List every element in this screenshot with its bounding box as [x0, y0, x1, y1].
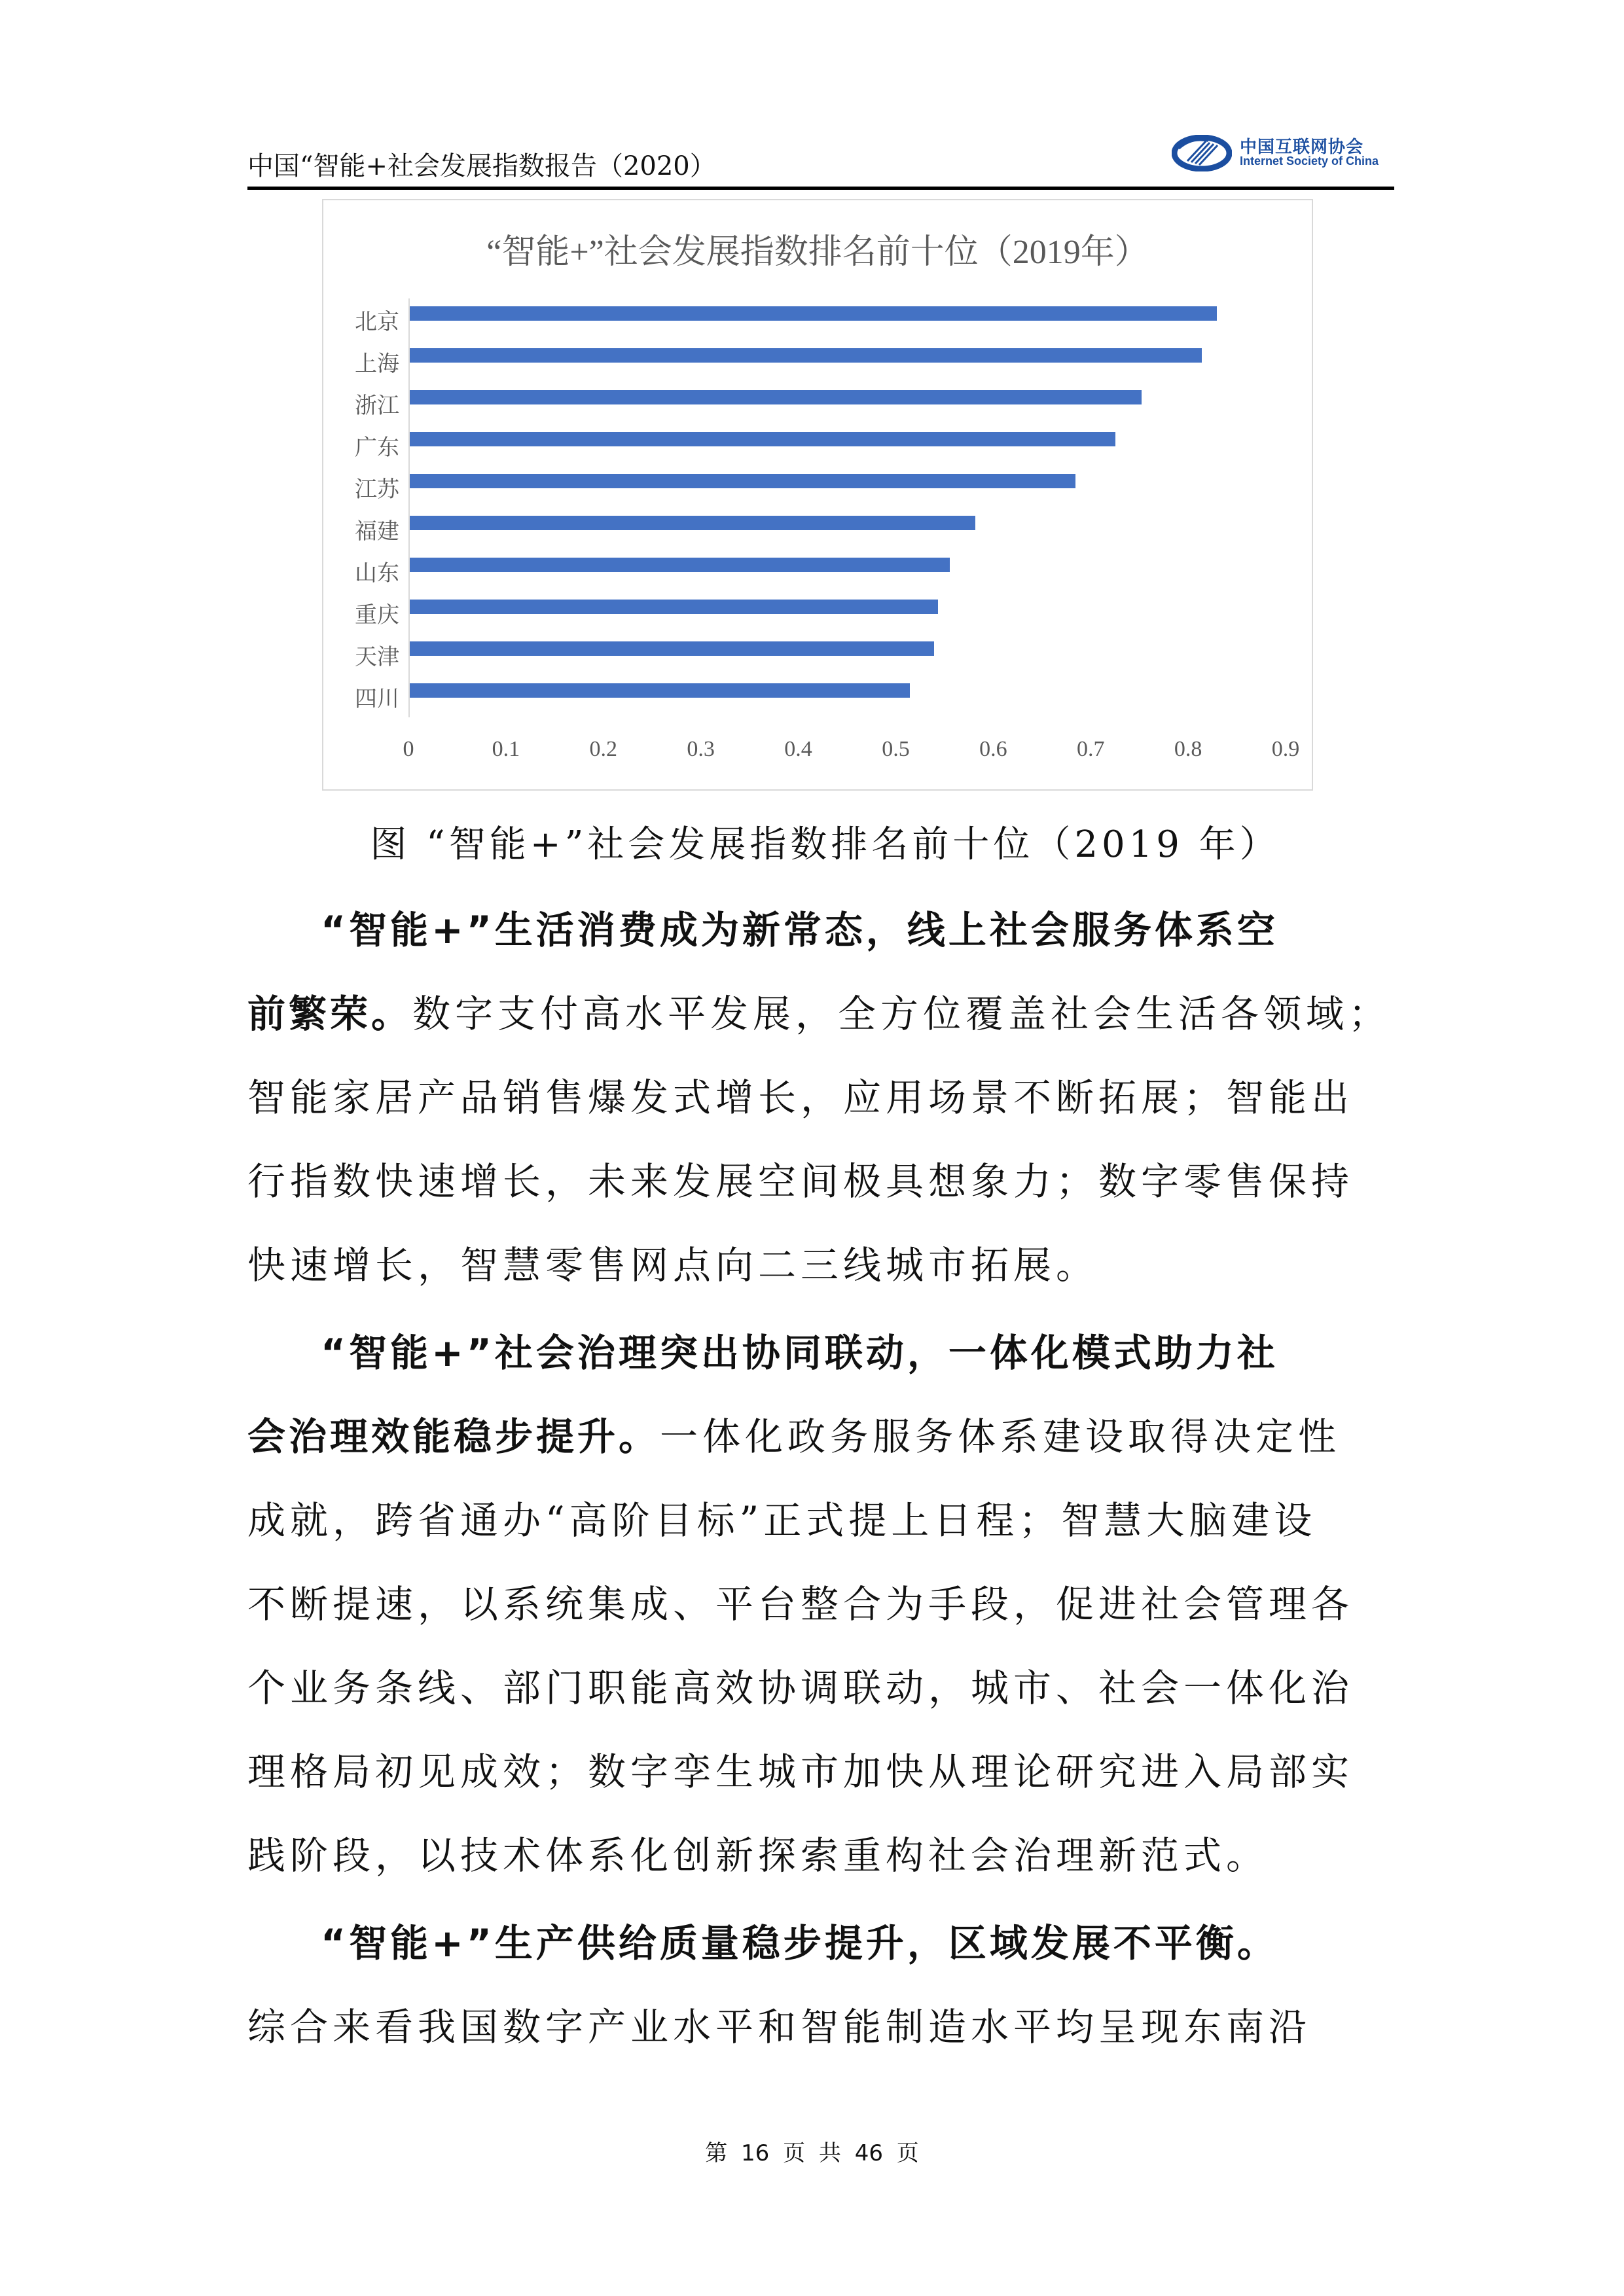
paragraph-line	[247, 1158, 1394, 1204]
bar-row	[355, 467, 1286, 509]
paragraph-line	[247, 1414, 1394, 1460]
organization-logo	[1172, 131, 1388, 177]
paragraph-line	[247, 1242, 1394, 1288]
bar-chart	[322, 199, 1313, 791]
bar	[410, 306, 1217, 321]
bold-lead-text: 会治理效能稳步提升。	[247, 1414, 660, 1459]
bar-row	[355, 677, 1286, 719]
body-text-span: 快速增长，智慧零售网点向二三线城市拓展。	[247, 1243, 1099, 1287]
isc-logo-icon	[1172, 135, 1232, 171]
bar-row	[355, 593, 1286, 635]
bar	[410, 683, 910, 698]
body-text-span: 个业务条线、部门职能高效协调联动，城市、社会一体化治	[247, 1666, 1354, 1710]
bar	[410, 516, 975, 530]
x-tick-label: 0.6	[979, 737, 1007, 761]
bar-row	[355, 635, 1286, 677]
chart-title: “智能+”社会发展指数排名前十位（2019年）	[486, 234, 1149, 271]
paragraph-line	[247, 1581, 1394, 1627]
category-label: 四川	[355, 686, 399, 712]
x-tick-label: 0.9	[1271, 737, 1300, 761]
body-text-span: 成就，跨省通办“高阶目标”正式提上日程；智慧大脑建设	[247, 1498, 1317, 1543]
body-text-span: 不断提速，以系统集成、平台整合为手段，促进社会管理各	[247, 1582, 1354, 1626]
bar-row	[355, 425, 1286, 467]
x-tick-label: 0.7	[1076, 737, 1105, 761]
bar	[410, 641, 934, 656]
x-axis-ticks	[403, 737, 1300, 763]
bar-row	[355, 342, 1286, 384]
category-label: 广东	[355, 435, 399, 461]
paragraph-line	[247, 1075, 1394, 1121]
bold-lead-text: 前繁荣。	[247, 992, 413, 1036]
category-label: 重庆	[355, 602, 399, 628]
category-label: 江苏	[355, 476, 399, 503]
page-number: 第 16 页 共 46 页	[705, 2140, 919, 2166]
x-tick-label: 0.1	[492, 737, 520, 761]
bar	[410, 558, 950, 572]
logo-english-name: Internet Society of China	[1240, 154, 1379, 168]
bar	[410, 600, 938, 614]
category-label: 福建	[355, 518, 399, 545]
report-title: 中国“智能+社会发展指数报告（2020）	[247, 151, 716, 181]
plot-area	[355, 298, 1286, 717]
bar-row	[355, 551, 1286, 593]
body-text-span: 践阶段，以技术体系化创新探索重构社会治理新范式。	[247, 1833, 1269, 1878]
body-text-span: 数字支付高水平发展，全方位覆盖社会生活各领域；	[412, 992, 1392, 1036]
paragraph-line	[247, 1498, 1394, 1543]
body-text-span: 一体化政务服务体系建设取得决定性	[660, 1414, 1341, 1459]
category-label: 上海	[355, 351, 399, 377]
paragraph-line	[321, 907, 1468, 953]
body-text-span: 行指数快速增长，未来发展空间极具想象力；数字零售保持	[247, 1159, 1354, 1204]
bar	[410, 348, 1202, 363]
category-label: 浙江	[355, 393, 399, 419]
x-tick-label: 0.4	[784, 737, 812, 761]
body-text-span: 智能家居产品销售爆发式增长，应用场景不断拓展；智能出	[247, 1075, 1354, 1120]
bar	[410, 390, 1142, 404]
body-text-span: 综合来看我国数字产业水平和智能制造水平均呈现东南沿	[247, 2005, 1312, 2049]
x-tick-label: 0.2	[589, 737, 618, 761]
x-tick-label: 0.3	[687, 737, 715, 761]
bar	[410, 474, 1075, 488]
x-tick-label: 0	[403, 737, 414, 761]
bar	[410, 432, 1115, 446]
x-tick-label: 0.5	[882, 737, 910, 761]
bar-row	[355, 384, 1286, 425]
paragraph-line	[247, 1749, 1394, 1795]
body-text-span: 理格局初见成效；数字孪生城市加快从理论研究进入局部实	[247, 1749, 1354, 1794]
bar-row	[355, 509, 1286, 551]
paragraph-line	[321, 1330, 1468, 1376]
paragraph-line	[247, 1665, 1394, 1711]
paragraph-line	[247, 991, 1394, 1037]
header-divider	[247, 187, 1394, 190]
category-label: 山东	[355, 560, 399, 586]
logo-chinese-name: 中国互联网协会	[1240, 137, 1364, 157]
bold-lead-text: “智能+”生产供给质量稳步提升，区域发展不平衡。	[321, 1921, 1278, 1965]
bar-row	[355, 300, 1286, 342]
figure-caption: 图 “智能+”社会发展指数排名前十位（2019 年）	[370, 823, 1280, 866]
bold-lead-text: “智能+”社会治理突出协同联动，一体化模式助力社	[321, 1331, 1278, 1375]
paragraph-line	[247, 1833, 1394, 1878]
bold-lead-text: “智能+”生活消费成为新常态，线上社会服务体系空	[321, 908, 1278, 952]
paragraph-line	[247, 2004, 1394, 2050]
paragraph-line	[321, 1920, 1468, 1966]
x-tick-label: 0.8	[1174, 737, 1202, 761]
category-label: 天津	[355, 644, 399, 670]
category-label: 北京	[355, 309, 399, 335]
